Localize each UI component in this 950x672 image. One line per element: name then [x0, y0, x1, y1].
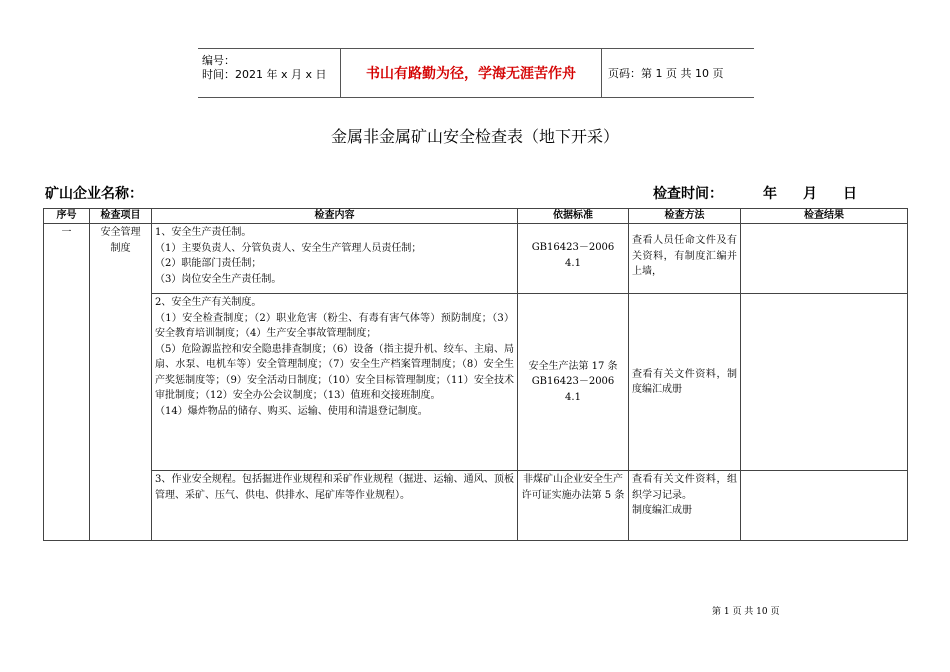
content-line: （14）爆炸物品的储存、购买、运输、使用和清退登记制度。 [155, 405, 428, 417]
content-cell [152, 224, 518, 294]
time-label: 时间：2021 年 x 月 x 日 [202, 68, 327, 81]
document-header [198, 48, 754, 98]
header-meta-cell [198, 49, 341, 97]
seq-cell: 一 [44, 224, 90, 541]
header-content: 检查内容 [152, 209, 518, 224]
page-cell [602, 49, 754, 97]
standard-cell [518, 294, 629, 471]
method-line: 制度编汇成册 [632, 505, 692, 516]
standard-line: 非煤矿山企业安全生产许可证实施办法第 5 条 [521, 474, 625, 501]
table-row [44, 224, 908, 294]
result-cell [741, 224, 908, 294]
standard-line: 4.1 [565, 257, 581, 269]
header-result: 检查结果 [741, 209, 908, 224]
page-footer: 第 1 页 共 10 页 [712, 607, 780, 617]
checklist-table [43, 208, 908, 541]
result-cell [741, 471, 908, 541]
motto-text: 书山有路勤为径，学海无涯苦作舟 [366, 66, 576, 82]
month-label: 月 [803, 186, 817, 202]
result-cell [741, 294, 908, 471]
document-title: 金属非金属矿山安全检查表（地下开采） [330, 127, 619, 146]
content-cell [152, 294, 518, 471]
header-item: 检查项目 [90, 209, 152, 224]
content-line: 3、作业安全规程。包括掘进作业规程和采矿作业规程（掘进、运输、通风、顶板管理、采矿、压气、供电、供排水、尾矿库等作业规程）。 [155, 474, 514, 501]
day-label: 日 [843, 186, 857, 202]
code-label: 编号： [202, 54, 235, 67]
standard-line: GB16423－2006 [531, 242, 615, 253]
inspection-time-label: 检查时间： [653, 186, 723, 202]
year-label: 年 [763, 186, 777, 202]
header-standard: 依据标准 [518, 209, 629, 224]
content-line: （1）主要负责人、分管负责人、安全生产管理人员责任制； [155, 242, 422, 254]
content-line: （2）职能部门责任制； [155, 258, 262, 269]
item-cell: 安全管理制度 [90, 224, 152, 541]
table-row [44, 294, 908, 471]
table-header-row [44, 209, 908, 224]
method-cell [629, 471, 741, 541]
header-seq: 序号 [44, 209, 90, 224]
standard-line: 4.1 [565, 391, 581, 403]
method-cell: 查看有关文件资料，制度编汇成册 [629, 294, 741, 471]
motto-cell [341, 49, 602, 97]
method-line: 查看有关文件资料，组织学习记录。 [632, 474, 737, 501]
standard-line: 安全生产法第 17 条 [528, 360, 618, 372]
content-line: （1）安全检查制度；（2）职业危害（粉尘、有毒有害气体等）预防制度；（3）安全教育培训制度；（4）生产安全事故管理制度； [155, 312, 514, 339]
method-cell: 查看人员任命文件及有关资料，有制度汇编并上墙， [629, 224, 741, 294]
standard-cell [518, 471, 629, 541]
content-line: （5）危险源监控和安全隐患排查制度；（6）设备（指主提升机、绞车、主扇、局扇、水泵、电机车等）安全管理制度；（7）安全生产档案管理制度；（8）安全生产奖惩制度等；（9）安全活动日制度；（10）安全目标管理制度；（11）安全技术审批制度；（12）安全办公会议制度；（13）值班和交接班制度。 [155, 343, 514, 401]
table-row [44, 471, 908, 541]
content-cell [152, 471, 518, 541]
content-line: 1、安全生产责任制。 [155, 227, 252, 238]
company-name-label: 矿山企业名称： [45, 186, 143, 202]
standard-cell [518, 224, 629, 294]
content-line: （3）岗位安全生产责任制。 [155, 273, 282, 285]
header-method: 检查方法 [629, 209, 741, 224]
page-label: 页码：第 1 页 共 10 页 [608, 67, 724, 80]
content-line: 2、安全生产有关制度。 [155, 297, 262, 308]
standard-line: GB16423－2006 [531, 376, 615, 388]
